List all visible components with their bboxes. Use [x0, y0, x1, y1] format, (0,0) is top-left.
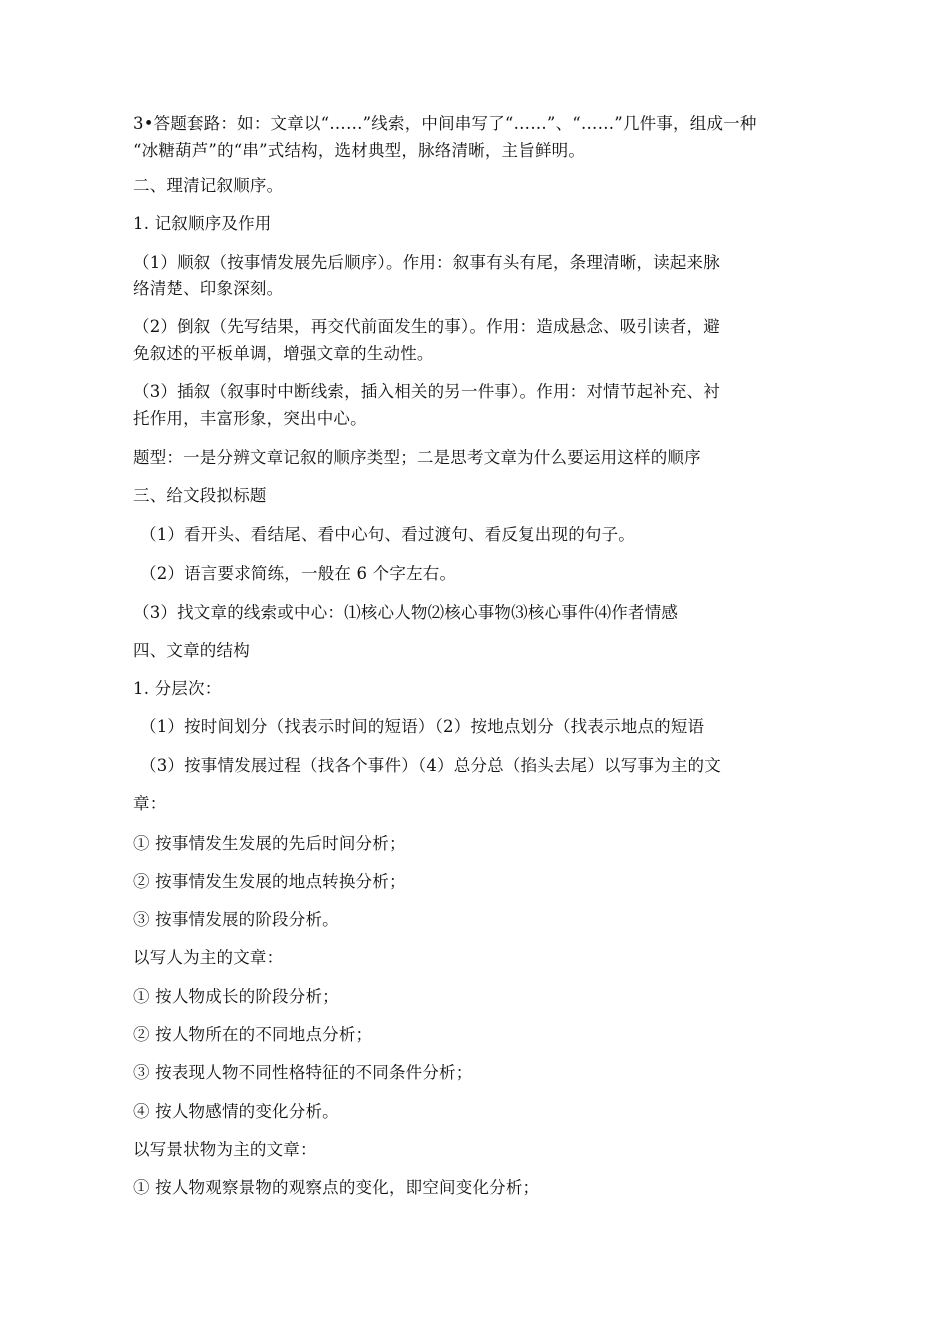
item-interpolation-line-1: （3）插叙（叙事时中断线索，插入相关的另一件事）。作用：对情节起补充、衬 — [133, 382, 720, 401]
question-type-line: 题型：一是分辨文章记叙的顺序类型；二是思考文章为什么要运用这样的顺序 — [133, 448, 701, 467]
answer-pattern-line-1: 3•答题套路：如：文章以“……”线索，中间串写了“……”、“……”几件事，组成一种 — [133, 114, 757, 133]
person-item-4: ④ 按人物感情的变化分析。 — [133, 1102, 339, 1121]
scenery-item-1: ① 按人物观察景物的观察点的变化，即空间变化分析； — [133, 1178, 540, 1197]
section-heading-3: 三、给文段拟标题 — [133, 486, 267, 505]
layering-methods-line-3: 章： — [133, 794, 167, 813]
item-interpolation-line-2: 托作用，丰富形象，突出中心。 — [133, 409, 367, 428]
item-flashback-line-2: 免叙述的平板单调，增强文章的生动性。 — [133, 344, 434, 363]
layering-methods-line-2: （3）按事情发展过程（找各个事件）（4）总分总（掐头去尾）以写事为主的文 — [140, 756, 721, 775]
section-heading-2: 二、理清记叙顺序。 — [133, 176, 284, 195]
item-flashback-line-1: （2）倒叙（先写结果，再交代前面发生的事）。作用：造成悬念、吸引读者，避 — [133, 317, 720, 336]
item-chronological-line-1: （1）顺叙（按事情发展先后顺序）。作用：叙事有头有尾，条理清晰，读起来脉 — [133, 253, 720, 272]
section-heading-4: 四、文章的结构 — [133, 641, 250, 660]
title-tip-2: （2）语言要求简练，一般在 6 个字左右。 — [140, 564, 457, 583]
person-item-1: ① 按人物成长的阶段分析； — [133, 987, 339, 1006]
answer-pattern-line-2: “冰糖葫芦”的“串”式结构，选材典型，脉络清晰，主旨鲜明。 — [133, 141, 586, 160]
event-item-3: ③ 按事情发展的阶段分析。 — [133, 910, 339, 929]
item-chronological-line-2: 络清楚、印象深刻。 — [133, 279, 284, 298]
person-item-2: ② 按人物所在的不同地点分析； — [133, 1025, 373, 1044]
person-item-3: ③ 按表现人物不同性格特征的不同条件分析； — [133, 1063, 473, 1082]
subheading-narrative-order: 1. 记叙顺序及作用 — [133, 214, 272, 233]
event-item-1: ① 按事情发生发展的先后时间分析； — [133, 834, 406, 853]
title-tip-3: （3）找文章的线索或中心：⑴核心人物⑵核心事物⑶核心事件⑷作者情感 — [133, 603, 679, 622]
title-tip-1: （1）看开头、看结尾、看中心句、看过渡句、看反复出现的句子。 — [140, 525, 635, 544]
layering-methods-line-1: （1）按时间划分（找表示时间的短语）（2）按地点划分（找表示地点的短语 — [140, 717, 705, 736]
person-article-heading: 以写人为主的文章： — [133, 948, 284, 967]
event-item-2: ② 按事情发生发展的地点转换分析； — [133, 872, 406, 891]
scenery-article-heading: 以写景状物为主的文章： — [133, 1140, 317, 1159]
subheading-layering: 1. 分层次： — [133, 679, 222, 698]
